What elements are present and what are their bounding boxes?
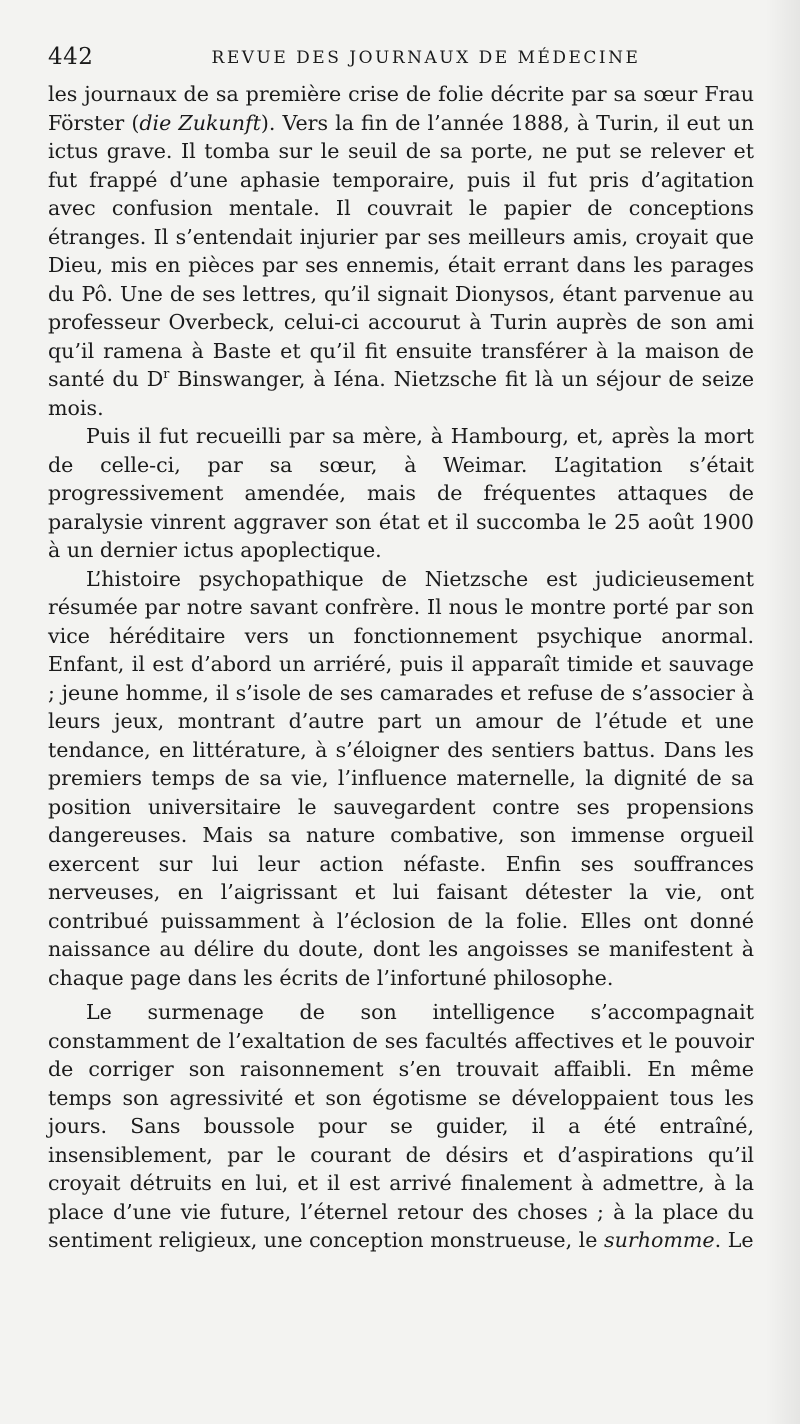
superscript-run: r xyxy=(163,367,170,383)
italic-run: die Zukunft xyxy=(139,110,261,135)
paragraph xyxy=(48,998,754,1255)
article-body xyxy=(48,80,754,1255)
text-run: ). Vers la fin de l’année 1888, à Turin, il eut un ictus grave. Il tomba sur le seuil de sa porte, ne put se relever et fut frappé d’une aphasie temporaire, puis il fut pris d’agitation avec confusion mentale. Il couvrait le papier de conceptions étranges. Il s’entendait injurier par ses meilleurs amis, croyait que Dieu, mis en pièces par ses ennemis, était errant dans les parages du Pô. Une de ses lettres, qu’il signait Dionysos, étant parvenue au professeur Overbeck, celui-ci accourut à Turin auprès de son ami qu’il ramena à Baste et qu’il fit ensuite transférer à la maison de santé du D xyxy=(48,110,754,391)
text-run: L’histoire psychopathique de Nietzsche est judicieusement résumée par notre savant confrère. Il nous le montre porté par son vice héréditaire vers un fonctionnement psychique anormal. Enfant, il est d’abord un arriéré, puis il apparaît timide et sauvage ; jeune homme, il s’isole de ses camarades et refuse de s’associer à leurs jeux, montrant d’autre part un amour de l’étude et une tendance, en littérature, à s’éloigner des sentiers battus. Dans les premiers temps de sa vie, l’influence maternelle, la dignité de sa position universitaire le sauvegardent contre ses propensions dangereuses. Mais sa nature combative, son immense orgueil exercent sur lui leur action néfaste. Enfin ses souffrances nerveuses, en l’aigrissant et lui faisant détester la vie, ont contribué puissamment à l’éclosion de la folie. Elles ont donné naissance au délire du doute, dont les angoisses se manifestent à chaque page dans les écrits de l’infortuné philosophe. xyxy=(48,566,754,990)
text-run: les journaux de sa première crise de folie décrite par sa sœur Frau Förster ( xyxy=(48,82,754,135)
scan-edge-shadow xyxy=(766,0,800,1424)
text-run: Puis il fut recueilli par sa mère, à Hambourg, et, après la mort de celle-ci, par sa sœur, à Weimar. L’agitation s’était progressivement amendée, mais de fréquentes attaques de paralysie vinrent aggraver son état et il succomba le 25 août 1900 à un dernier ictus apoplectique. xyxy=(48,424,754,562)
journal-title: REVUE DES JOURNAUX DE MÉDECINE xyxy=(211,48,641,68)
italic-run: surhomme xyxy=(604,1228,715,1252)
page-number: 442 xyxy=(48,44,94,70)
text-run: Le surmenage de son intelligence s’accompagnait constamment de l’exaltation de ses facultés affectives et le pouvoir de corriger son raisonnement s’en trouvait affaibli. En même temps son agressivité et son égotisme se développaient tous les jours. Sans boussole pour se guider, il a été entraîné, insensiblement, par le courant de désirs et d’aspirations qu’il croyait détruits en lui, et il est arrivé finalement à admettre, à la place d’une vie future, l’éternel retour des choses ; à la place du sentiment religieux, une conception monstrueuse, le xyxy=(48,1000,754,1252)
running-head xyxy=(48,44,754,74)
paragraph xyxy=(48,422,754,565)
paragraph xyxy=(48,565,754,993)
text-run: Binswanger, à Iéna. Nietzsche fit là un séjour de seize mois. xyxy=(48,367,755,420)
text-run: . Le xyxy=(714,1228,754,1252)
paragraph xyxy=(48,80,754,422)
